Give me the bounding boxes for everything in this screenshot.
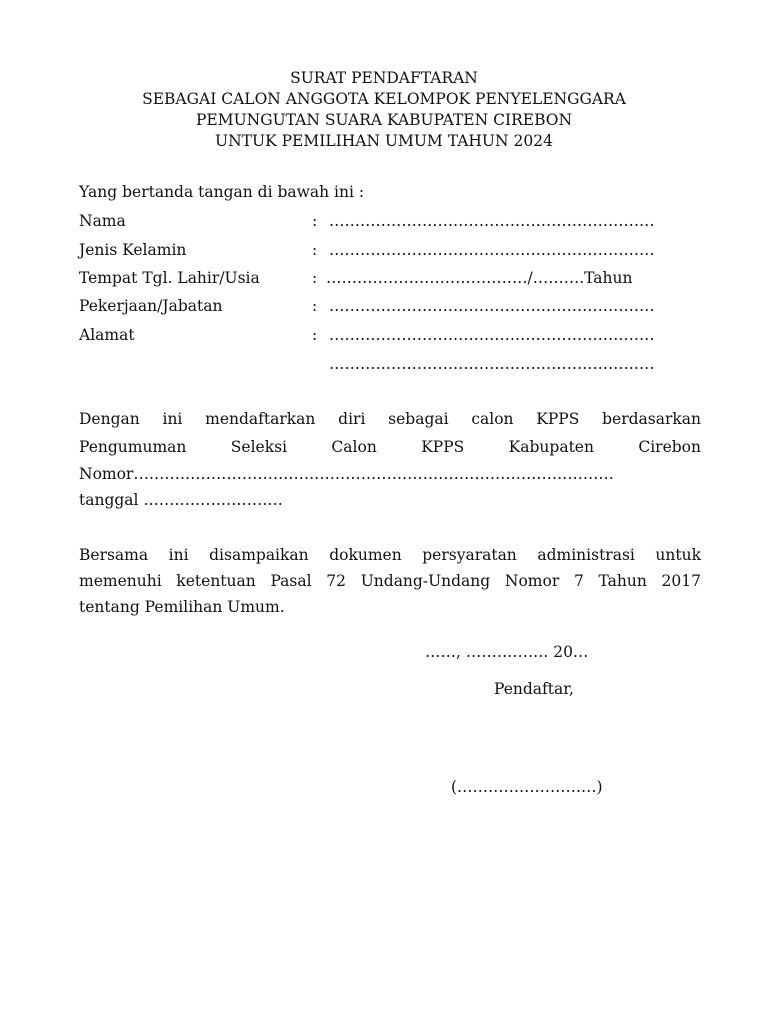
letter-title — [0, 68, 768, 152]
title-line-4: UNTUK PEMILIHAN UMUM TAHUN 2024 — [215, 132, 553, 150]
field-colon: : — [312, 241, 318, 259]
field-blank: ……………………………………………………… — [329, 241, 655, 259]
field-label: Jenis Kelamin — [79, 241, 187, 259]
field-label: Alamat — [79, 326, 135, 344]
field-colon: : — [312, 212, 318, 230]
signer-role: Pendaftar, — [494, 680, 574, 698]
field-label: Tempat Tgl. Lahir/Usia — [79, 269, 260, 287]
field-colon: : — [312, 269, 318, 287]
field-colon: : — [312, 297, 318, 315]
title-line-3: PEMUNGUTAN SUARA KABUPATEN CIREBON — [195, 111, 573, 129]
intro-text: Yang bertanda tangan di bawah ini : — [79, 183, 365, 201]
date-line: ……, ……………. 20… — [425, 643, 589, 661]
field-blank: ……………………………………………………… — [329, 297, 655, 315]
paragraph-1-line-1: Dengan ini mendaftarkan diri sebagai calon KPPS berdasarkan — [79, 410, 701, 428]
field-jenis-kelamin — [79, 241, 701, 263]
signature-line: (………………………) — [451, 778, 603, 796]
field-blank: …………………………………/……….Tahun — [326, 269, 633, 287]
field-blank: ……………………………………………………… — [329, 212, 655, 230]
paragraph-2-line-3: tentang Pemilihan Umum. — [79, 598, 285, 616]
field-alamat — [79, 326, 701, 348]
title-line-2: SEBAGAI CALON ANGGOTA KELOMPOK PENYELENGGARA — [142, 90, 626, 108]
field-nama — [79, 212, 701, 234]
field-pekerjaan — [79, 297, 701, 319]
field-blank: ……………………………………………………… — [329, 355, 655, 373]
field-alamat-continued — [79, 355, 701, 377]
paragraph-1-line-3: Nomor………………………………………………………………………………… — [79, 465, 614, 483]
paragraph-1-line-2: Pengumuman Seleksi Calon KPPS Kabupaten Cirebon — [79, 438, 701, 456]
field-label: Pekerjaan/Jabatan — [79, 297, 223, 315]
field-colon: : — [312, 326, 318, 344]
field-label: Nama — [79, 212, 126, 230]
paragraph-2-line-1: Bersama ini disampaikan dokumen persyaratan administrasi untuk — [79, 546, 701, 564]
paragraph-1-line-4: tanggal ……………………… — [79, 491, 283, 509]
title-line-1: SURAT PENDAFTARAN — [290, 69, 478, 87]
field-blank: ……………………………………………………… — [329, 326, 655, 344]
field-tempat-tgl-lahir — [79, 269, 701, 291]
paragraph-2-line-2: memenuhi ketentuan Pasal 72 Undang-Undang Nomor 7 Tahun 2017 — [79, 572, 701, 590]
